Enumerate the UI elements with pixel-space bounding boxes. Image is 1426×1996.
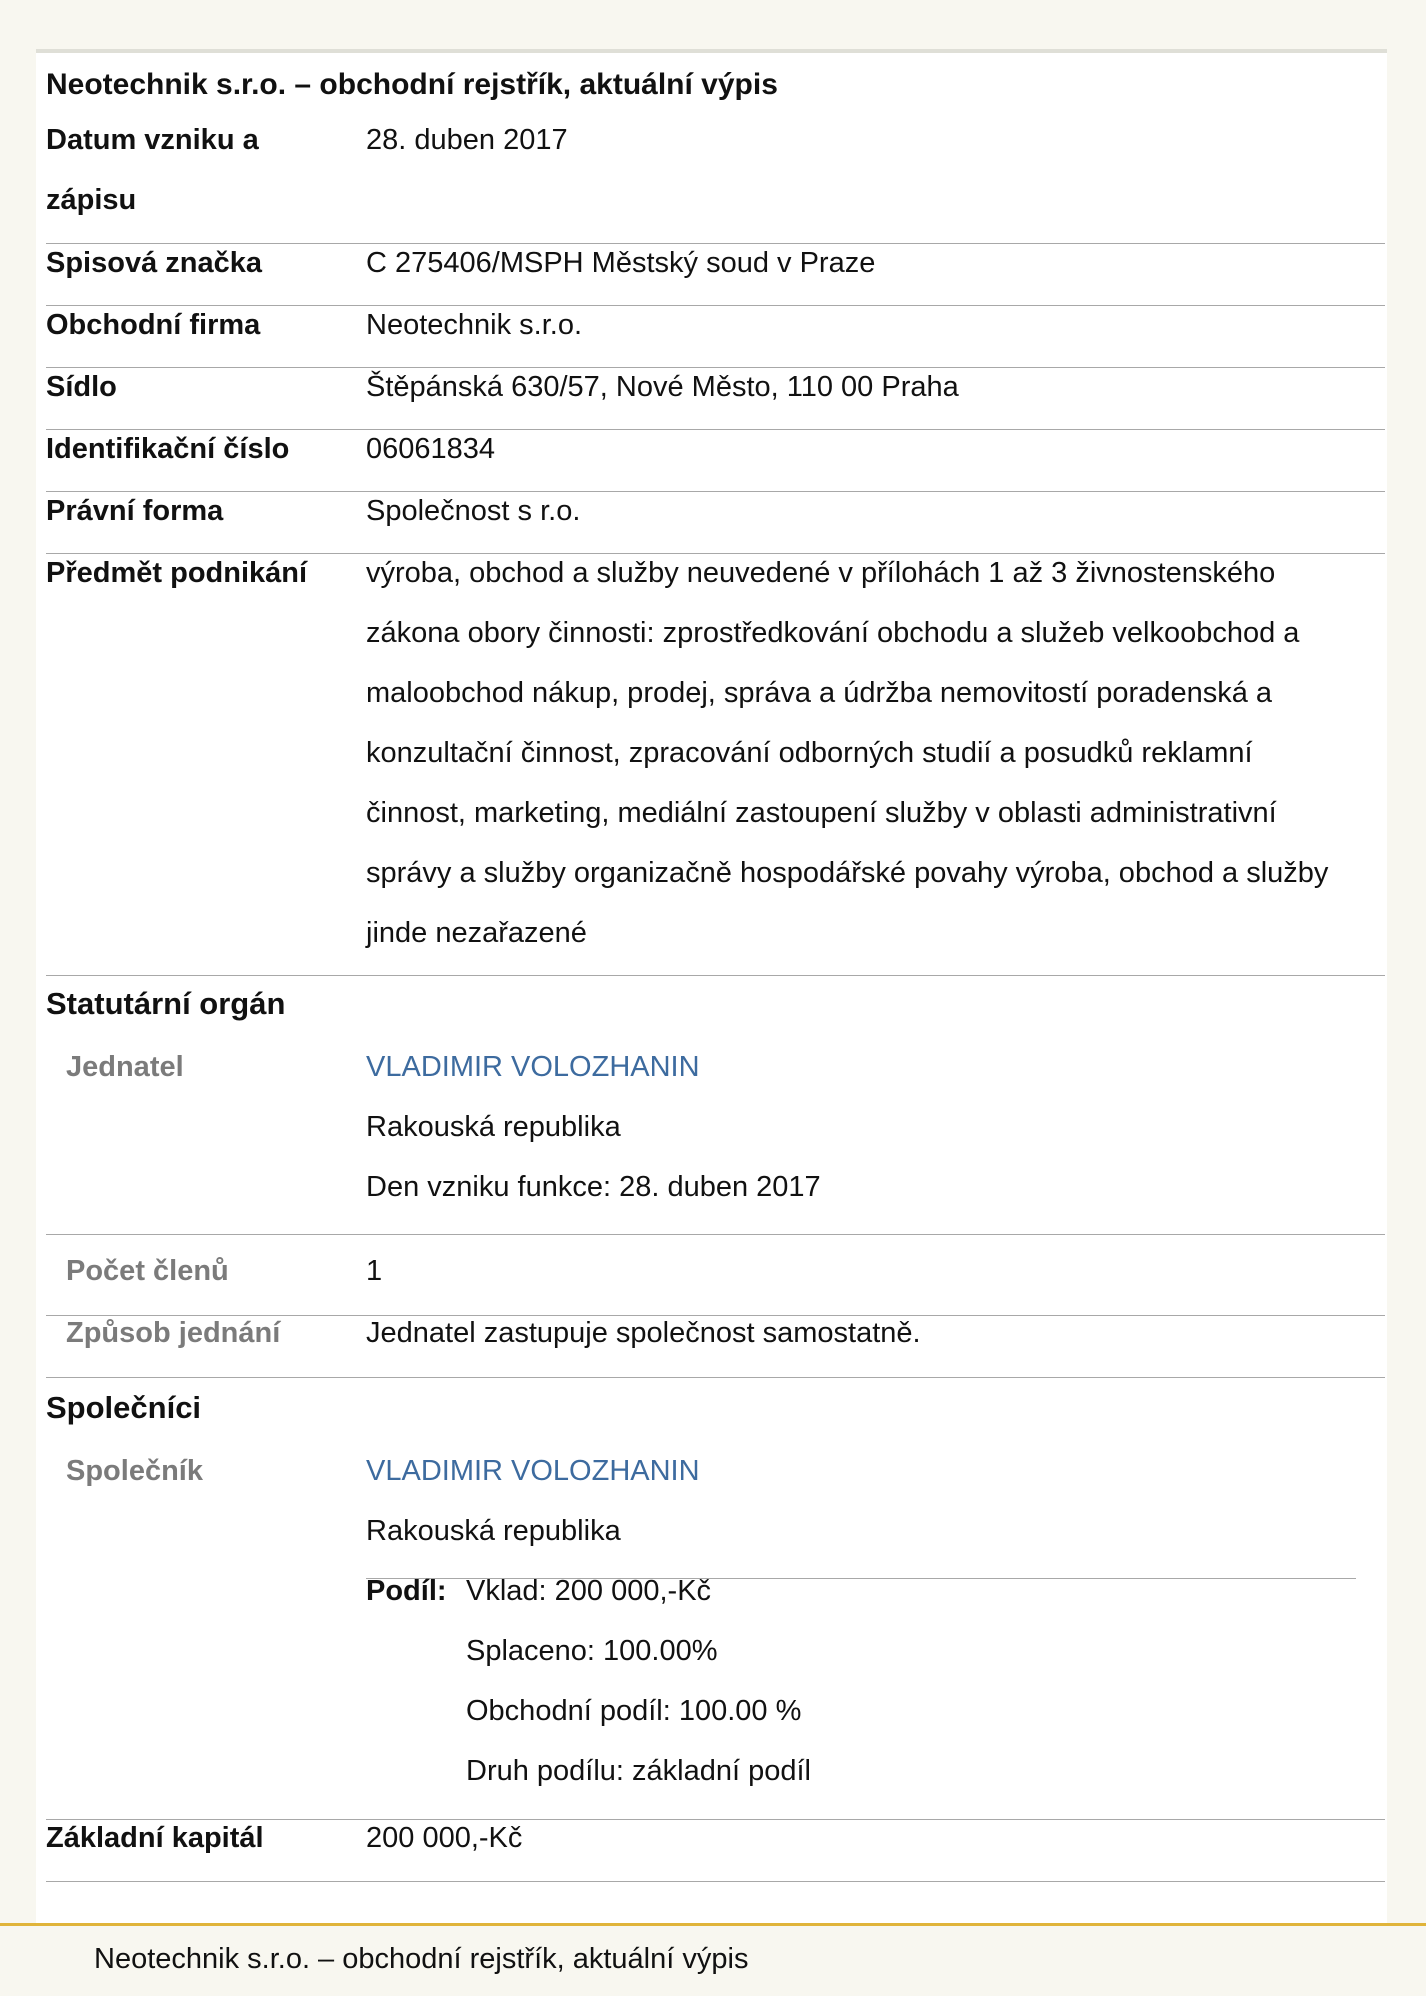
predmet-value bbox=[366, 543, 1376, 963]
spolecnik-country: Rakouská republika bbox=[366, 1515, 621, 1547]
jednatel-name-link[interactable]: VLADIMIR VOLOZHANIN bbox=[366, 1051, 700, 1083]
kapital-label: Základní kapitál bbox=[46, 1822, 264, 1854]
predmet-line: zákona obory činnosti: zprostředkování obchodu a služeb velkoobchod a bbox=[366, 617, 1300, 649]
spolecnik-label: Společník bbox=[66, 1455, 203, 1487]
predmet-line: konzultační činnost, zpracování odborných studií a posudků reklamní bbox=[366, 737, 1253, 769]
datum-label-line1: Datum vzniku a bbox=[46, 124, 259, 156]
divider bbox=[46, 1881, 1385, 1882]
registry-card bbox=[36, 49, 1387, 1923]
pocet-clenu-label: Počet členů bbox=[66, 1255, 229, 1287]
ico-label: Identifikační číslo bbox=[46, 433, 290, 465]
zpusob-jednani-label: Způsob jednání bbox=[66, 1317, 281, 1349]
sidlo-label: Sídlo bbox=[46, 371, 117, 403]
row-pravni-forma bbox=[46, 481, 1385, 541]
row-sidlo bbox=[46, 357, 1385, 417]
section-spolecnici: Společníci bbox=[46, 1390, 202, 1425]
sidlo-value: Štěpánská 630/57, Nové Město, 110 00 Praha bbox=[366, 371, 959, 403]
datum-value: 28. duben 2017 bbox=[366, 124, 568, 156]
pocet-clenu-value: 1 bbox=[366, 1255, 383, 1287]
podil-obchodni: Obchodní podíl: 100.00 % bbox=[466, 1695, 802, 1727]
spisova-label: Spisová značka bbox=[46, 247, 262, 279]
firma-label: Obchodní firma bbox=[46, 309, 261, 341]
divider bbox=[46, 1234, 1385, 1235]
row-obchodni-firma bbox=[46, 295, 1385, 355]
spolecnik-name-link[interactable]: VLADIMIR VOLOZHANIN bbox=[366, 1455, 700, 1487]
spisova-value: C 275406/MSPH Městský soud v Praze bbox=[366, 247, 876, 279]
zpusob-jednani-value: Jednatel zastupuje společnost samostatně. bbox=[366, 1317, 921, 1349]
row-ico bbox=[46, 419, 1385, 479]
section-statutarni-organ: Statutární orgán bbox=[46, 986, 286, 1021]
predmet-line: správy a služby organizačně hospodářské povahy výroba, obchod a služby bbox=[366, 857, 1329, 889]
podil-splaceno: Splaceno: 100.00% bbox=[466, 1635, 718, 1667]
predmet-line: výroba, obchod a služby neuvedené v přílohách 1 až 3 živnostenského bbox=[366, 557, 1276, 589]
ico-value: 06061834 bbox=[366, 433, 496, 465]
podil-druh: Druh podílu: základní podíl bbox=[466, 1755, 811, 1787]
predmet-label: Předmět podnikání bbox=[46, 557, 308, 589]
predmet-line: jinde nezařazené bbox=[366, 917, 587, 949]
forma-label: Právní forma bbox=[46, 495, 224, 527]
row-spisova-znacka bbox=[46, 233, 1385, 293]
jednatel-since: Den vzniku funkce: 28. duben 2017 bbox=[366, 1171, 821, 1203]
forma-value: Společnost s r.o. bbox=[366, 495, 581, 527]
row-datum-vzniku bbox=[46, 110, 1385, 230]
podil-vklad: Vklad: 200 000,-Kč bbox=[466, 1575, 712, 1607]
podil-label: Podíl: bbox=[366, 1575, 447, 1607]
jednatel-country: Rakouská republika bbox=[366, 1111, 621, 1143]
predmet-line: činnost, marketing, mediální zastoupení služby v oblasti administrativní bbox=[366, 797, 1277, 829]
row-zakladni-kapital bbox=[46, 1808, 1385, 1868]
row-predmet-podnikani bbox=[46, 543, 1385, 963]
firma-value: Neotechnik s.r.o. bbox=[366, 309, 582, 341]
datum-label-line2: zápisu bbox=[46, 184, 137, 216]
predmet-line: maloobchod nákup, prodej, správa a údržba nemovitostí poradenská a bbox=[366, 677, 1273, 709]
datum-label bbox=[46, 110, 356, 230]
page-title: Neotechnik s.r.o. – obchodní rejstřík, aktuální výpis bbox=[46, 68, 778, 101]
footer-title: Neotechnik s.r.o. – obchodní rejstřík, aktuální výpis bbox=[94, 1943, 749, 1975]
kapital-value: 200 000,-Kč bbox=[366, 1822, 523, 1854]
footer-divider bbox=[0, 1923, 1426, 1926]
divider bbox=[46, 1377, 1385, 1378]
jednatel-label: Jednatel bbox=[66, 1051, 184, 1083]
